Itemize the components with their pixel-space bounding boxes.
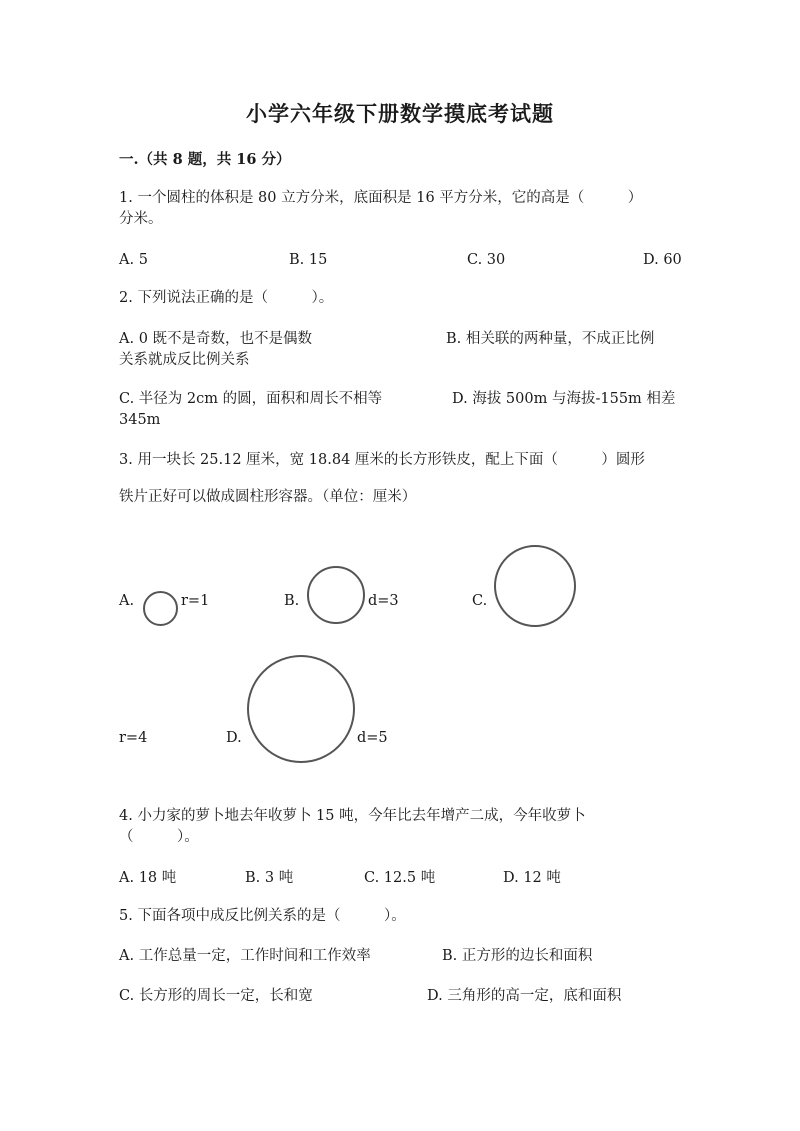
q5-stem: 5. 下面各项中成反比例关系的是（ ）。	[119, 908, 406, 924]
q3-option-b-value: d=3	[368, 593, 399, 609]
q1-option-b: B. 15	[289, 252, 328, 268]
q3-circle-a	[143, 591, 178, 626]
q2-option-a: A. 0 既不是奇数，也不是偶数	[119, 331, 313, 347]
q3-circle-c	[494, 545, 576, 627]
q5-option-a: A. 工作总量一定，工作时间和工作效率	[119, 948, 371, 964]
q2-option-c: C. 半径为 2cm 的圆，面积和周长不相等	[119, 391, 383, 407]
q5-option-b: B. 正方形的边长和面积	[442, 948, 593, 964]
q3-circle-b	[307, 566, 365, 624]
q3-option-d-value: d=5	[357, 730, 388, 746]
q1-stem-line2: 分米。	[119, 211, 163, 227]
q1-option-c: C. 30	[467, 252, 506, 268]
q2-option-d-line2: 345m	[119, 412, 161, 428]
q2-option-d-line1: D. 海拔 500m 与海拔-155m 相差	[452, 391, 676, 407]
q3-option-a-label: A.	[119, 593, 135, 609]
q3-option-c-value: r=4	[119, 730, 148, 746]
q5-option-d: D. 三角形的高一定，底和面积	[427, 988, 622, 1004]
q4-stem-line2: （ ）。	[119, 829, 199, 845]
q3-circle-d	[247, 655, 355, 763]
section-heading: 一.（共 8 题，共 16 分）	[119, 151, 291, 168]
q3-stem-line2: 铁片正好可以做成圆柱形容器。（单位：厘米）	[119, 489, 417, 505]
q3-option-d-label: D.	[226, 730, 242, 746]
q1-stem-line1: 1. 一个圆柱的体积是 80 立方分米，底面积是 16 平方分米，它的高是（ ）	[119, 190, 643, 206]
q3-option-c-label: C.	[472, 593, 488, 609]
q4-option-d: D. 12 吨	[503, 870, 561, 886]
page-title: 小学六年级下册数学摸底考试题	[246, 101, 554, 126]
q2-option-b-line1: B. 相关联的两种量，不成正比例	[446, 331, 655, 347]
q3-option-b-label: B.	[284, 593, 300, 609]
q4-option-a: A. 18 吨	[119, 870, 177, 886]
q4-stem-line1: 4. 小力家的萝卜地去年收萝卜 15 吨，今年比去年增产二成，今年收萝卜	[119, 808, 586, 824]
q3-stem-line1: 3. 用一块长 25.12 厘米，宽 18.84 厘米的长方形铁皮，配上下面（ ）圆形	[119, 452, 645, 468]
q2-stem: 2. 下列说法正确的是（ ）。	[119, 290, 334, 306]
q5-option-c: C. 长方形的周长一定，长和宽	[119, 988, 313, 1004]
q1-option-d: D. 60	[643, 252, 682, 268]
q4-option-b: B. 3 吨	[245, 870, 294, 886]
q1-option-a: A. 5	[119, 252, 148, 268]
q2-option-b-line2: 关系就成反比例关系	[119, 352, 250, 368]
q3-option-a-value: r=1	[181, 593, 210, 609]
q4-option-c: C. 12.5 吨	[364, 870, 436, 886]
